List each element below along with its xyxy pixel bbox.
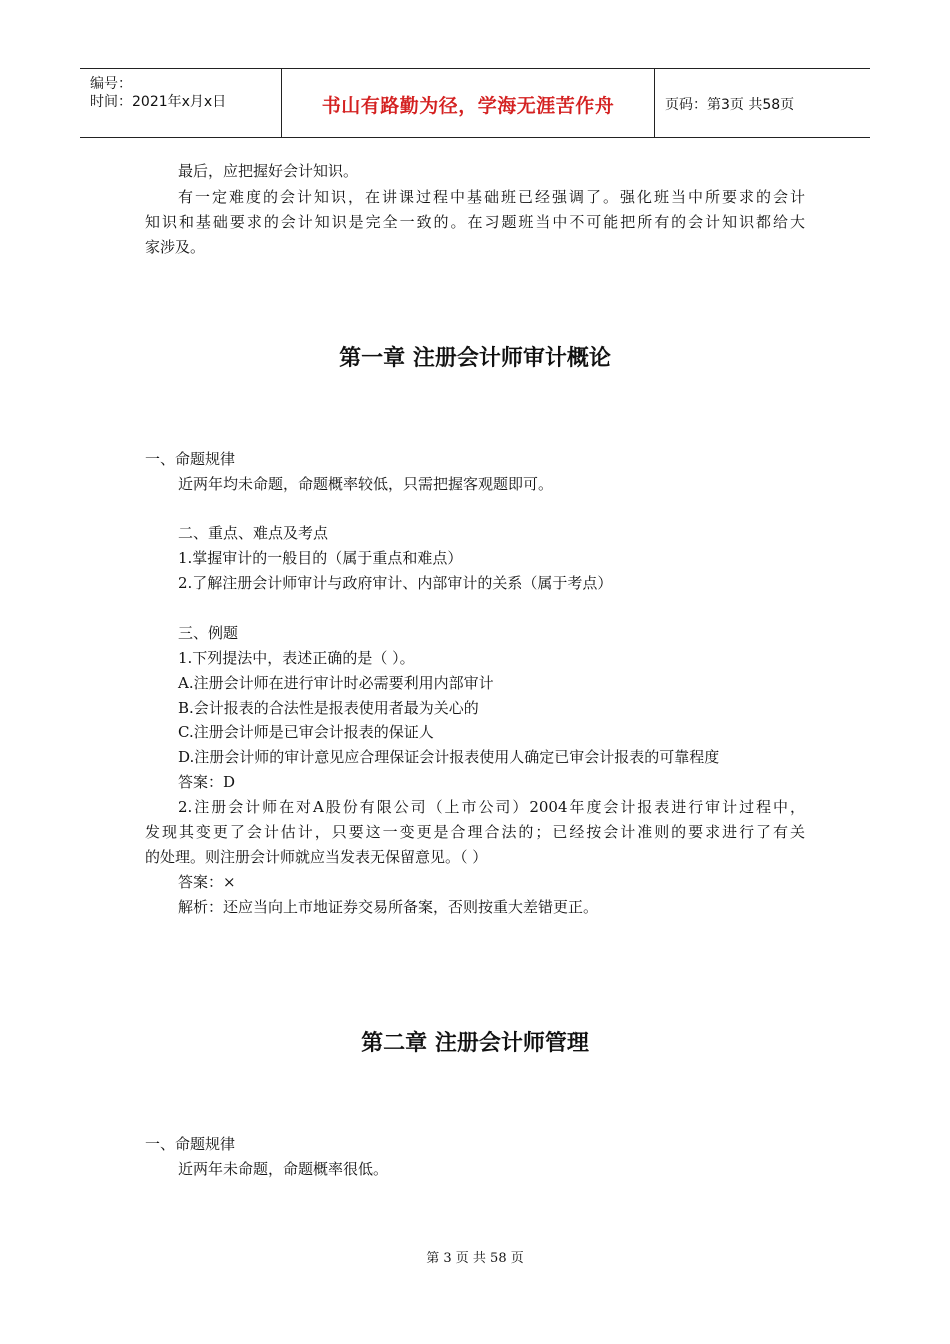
question-1-option-b: B.会计报表的合法性是报表使用者最为关心的 (178, 699, 479, 717)
header-motto-cell (282, 69, 655, 137)
header-page-cell (655, 69, 870, 137)
question-2-line-3: 的处理。则注册会计师就应当发表无保留意见。（ ） (145, 848, 488, 866)
document-number-label: 编号： (90, 76, 132, 92)
question-2-line-1: 2.注册会计师在对A股份有限公司（上市公司）2004年度会计报表进行审计过程中， (178, 798, 805, 816)
intro-paragraph-2-line-3: 家涉及。 (145, 238, 206, 256)
ch1-section-2-item-1: 1.掌握审计的一般目的（属于重点和难点） (178, 549, 463, 567)
chapter-1-title: 第一章 注册会计师审计概论 (339, 346, 611, 371)
chapter-2-title: 第二章 注册会计师管理 (361, 1031, 589, 1056)
document-date: 时间：2021年x月x日 (90, 94, 227, 110)
ch1-section-2-title: 二、重点、难点及考点 (178, 524, 329, 542)
intro-paragraph-2-line-1: 有一定难度的会计知识，在讲课过程中基础班已经强调了。强化班当中所要求的会计 (178, 188, 805, 206)
header-page-info: 页码：第3页 共58页 (665, 97, 795, 113)
question-1-option-a: A.注册会计师在进行审计时必需要利用内部审计 (178, 674, 494, 692)
question-1-option-d: D.注册会计师的审计意见应合理保证会计报表使用人确定已审会计报表的可靠程度 (178, 748, 720, 766)
ch1-section-3-title: 三、例题 (178, 624, 239, 642)
question-2-line-2: 发现其变更了会计估计，只要这一变更是合理合法的；已经按会计准则的要求进行了有关 (145, 823, 805, 841)
page-header (80, 68, 870, 138)
question-1-answer: 答案：D (178, 773, 236, 791)
ch1-section-2-item-2: 2.了解注册会计师审计与政府审计、内部审计的关系（属于考点） (178, 574, 613, 592)
question-1: 1.下列提法中，表述正确的是（ ）。 (178, 649, 415, 667)
intro-paragraph-1: 最后，应把握好会计知识。 (178, 162, 359, 180)
page-footer: 第 3 页 共 58 页 (426, 1251, 524, 1266)
ch2-section-1-title: 一、命题规律 (145, 1135, 236, 1153)
question-1-option-c: C.注册会计师是已审会计报表的保证人 (178, 723, 434, 741)
ch1-section-1-title: 一、命题规律 (145, 450, 236, 468)
question-2-answer: 答案：× (178, 873, 236, 891)
header-motto: 书山有路勤为径，学海无涯苦作舟 (321, 95, 615, 117)
ch2-section-1-text: 近两年未命题，命题概率很低。 (178, 1160, 389, 1178)
header-meta-cell (80, 69, 282, 137)
question-2-analysis: 解析：还应当向上市地证券交易所备案，否则按重大差错更正。 (178, 898, 599, 916)
ch1-section-1-text: 近两年均未命题，命题概率较低，只需把握客观题即可。 (178, 475, 554, 493)
intro-paragraph-2-line-2: 知识和基础要求的会计知识是完全一致的。在习题班当中不可能把所有的会计知识都给大 (145, 213, 805, 231)
